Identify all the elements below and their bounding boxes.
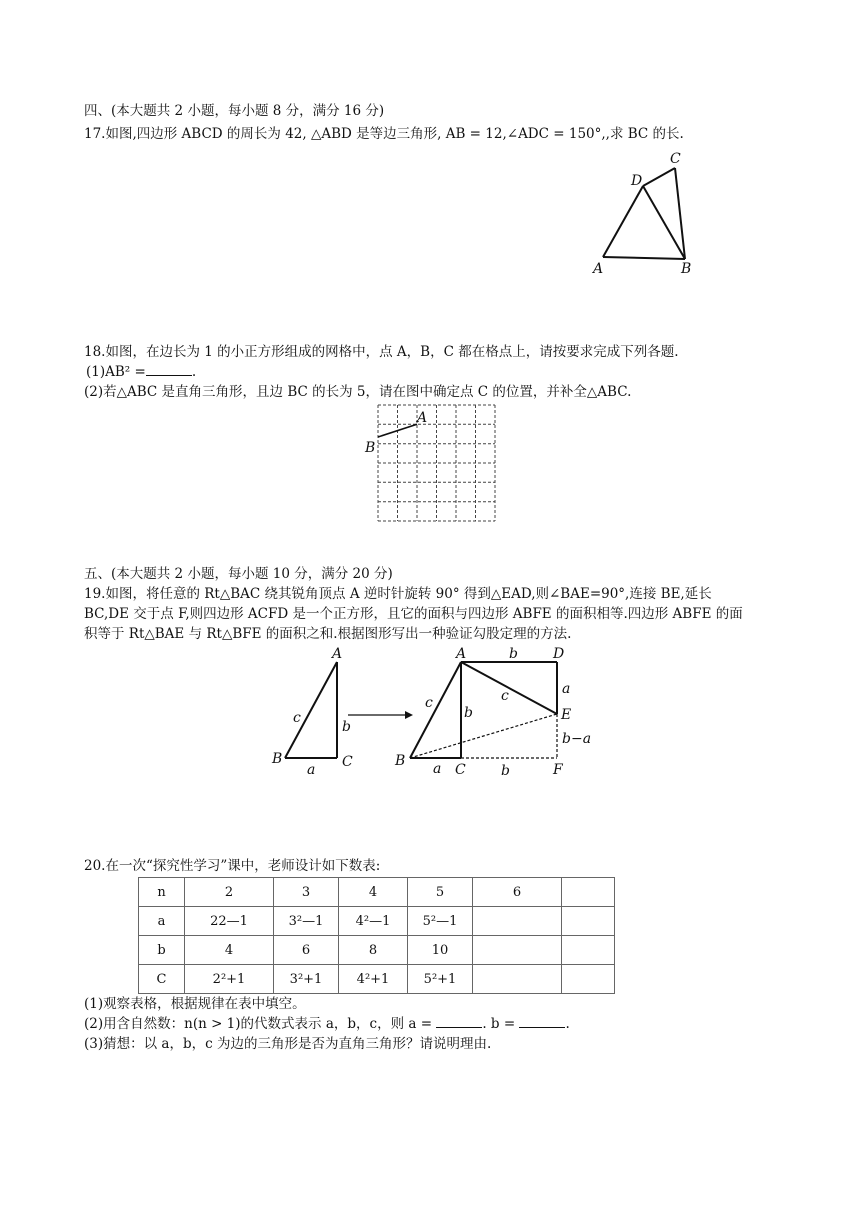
right-label-b-vertex: B [395, 753, 406, 769]
right-label-d-vertex: D [553, 646, 565, 662]
table-cell[interactable] [473, 936, 562, 965]
question-18-part-2: (2)若△ABC 是直角三角形，且边 BC 的长为 5，请在图中确定点 C 的位置，并补全△ABC. [84, 384, 632, 400]
table-cell: 4 [185, 936, 274, 965]
answer-blank-a[interactable] [436, 1015, 482, 1028]
question-20-table [138, 877, 615, 994]
table-cell: 2²+1 [185, 965, 274, 994]
table-cell: 3²+1 [274, 965, 339, 994]
label-b: B [365, 440, 376, 456]
section-4-heading: 四、(本大题共 2 小题，每小题 8 分，满分 16 分) [84, 103, 385, 119]
question-17-figure [590, 148, 710, 278]
question-20-part-1: (1)观察表格，根据规律在表中填空。 [84, 996, 306, 1012]
table-row [139, 907, 615, 936]
table-cell[interactable] [562, 878, 615, 907]
table-row [139, 936, 615, 965]
table-cell: 6 [473, 878, 562, 907]
table-cell: n [139, 878, 185, 907]
table-cell: 22—1 [185, 907, 274, 936]
question-19-line-3: 积等于 Rt△BAE 与 Rt△BFE 的面积之和.根据图形写出一种验证勾股定理的方法. [84, 626, 572, 642]
left-label-side-c: c [293, 710, 301, 726]
question-20-part-3: (3)猜想：以 a，b，c 为边的三角形是否为直角三角形？请说明理由. [84, 1036, 492, 1052]
answer-blank[interactable] [146, 363, 192, 376]
table-cell: 4 [339, 878, 408, 907]
part-2-suffix: . [565, 1016, 570, 1032]
part-2-prefix: (2)用含自然数：n(n > 1)的代数式表示 a，b，c，则 a = [84, 1016, 433, 1032]
label-a: A [417, 410, 428, 426]
right-label-side-c-left: c [425, 695, 433, 711]
table-row [139, 965, 615, 994]
table-cell: 4²+1 [339, 965, 408, 994]
table-row [139, 878, 615, 907]
table-cell[interactable] [473, 907, 562, 936]
table-cell: 8 [339, 936, 408, 965]
part-1-suffix: . [191, 364, 197, 380]
table-cell: a [139, 907, 185, 936]
table-cell: 5²—1 [408, 907, 473, 936]
table-cell: 5 [408, 878, 473, 907]
question-18-stem: 18.如图，在边长为 1 的小正方形组成的网格中，点 A，B，C 都在格点上，请按要求完成下列各题. [84, 344, 679, 360]
label-a: A [593, 261, 604, 277]
left-label-c-vertex: C [342, 754, 353, 770]
part-1-prefix: (1)AB² = [86, 364, 146, 380]
question-18-part-1 [86, 363, 196, 381]
right-label-side-b-top: b [509, 646, 518, 662]
right-label-side-a-bottom: a [433, 761, 442, 777]
left-label-side-a: a [307, 762, 316, 778]
right-label-side-b-middle: b [464, 705, 473, 721]
left-label-a-vertex: A [332, 646, 343, 662]
table-cell[interactable] [562, 907, 615, 936]
left-label-side-b: b [342, 719, 351, 735]
table-cell: 2 [185, 878, 274, 907]
table-cell: C [139, 965, 185, 994]
answer-blank-b[interactable] [519, 1015, 565, 1028]
table-cell[interactable] [562, 965, 615, 994]
question-19-figure [265, 645, 605, 785]
section-5-heading: 五、(本大题共 2 小题，每小题 10 分，满分 20 分) [84, 566, 393, 582]
question-19-line-2: BC,DE 交于点 F,则四边形 ACFD 是一个正方形，且它的面积与四边形 ABFE 的面积相等.四边形 ABFE 的面 [84, 606, 743, 622]
table-cell: 5²+1 [408, 965, 473, 994]
right-label-side-b-bottom: b [501, 763, 510, 779]
part-2-mid: . b = [482, 1016, 516, 1032]
question-20-intro: 20.在一次“探究性学习”课中，老师设计如下数表: [84, 858, 381, 874]
table-cell: b [139, 936, 185, 965]
question-18-grid-figure [360, 400, 500, 525]
label-c: C [670, 151, 681, 167]
question-19-line-1: 19.如图，将任意的 Rt△BAC 绕其锐角顶点 A 逆时针旋转 90° 得到△EAD,则∠BAE=90°,连接 BE,延长 [84, 586, 712, 602]
right-label-e-vertex: E [561, 707, 572, 723]
right-label-c-vertex: C [455, 762, 466, 778]
right-label-side-b-minus-a: b−a [562, 731, 592, 747]
right-label-a-vertex: A [456, 646, 467, 662]
question-20-part-2 [84, 1015, 570, 1033]
table-cell[interactable] [562, 936, 615, 965]
table-cell: 6 [274, 936, 339, 965]
right-label-side-c-diagonal: c [501, 688, 509, 704]
question-17-text: 17.如图,四边形 ABCD 的周长为 42, △ABD 是等边三角形, AB = 12,∠ADC = 150°,,求 BC 的长. [84, 126, 684, 142]
label-d: D [631, 173, 643, 189]
right-label-side-a-right: a [562, 681, 571, 697]
table-cell: 4²—1 [339, 907, 408, 936]
left-label-b-vertex: B [272, 751, 283, 767]
table-cell[interactable] [473, 965, 562, 994]
right-label-f-vertex: F [553, 762, 563, 778]
label-b: B [681, 261, 692, 277]
table-cell: 10 [408, 936, 473, 965]
table-cell: 3²—1 [274, 907, 339, 936]
table-cell: 3 [274, 878, 339, 907]
